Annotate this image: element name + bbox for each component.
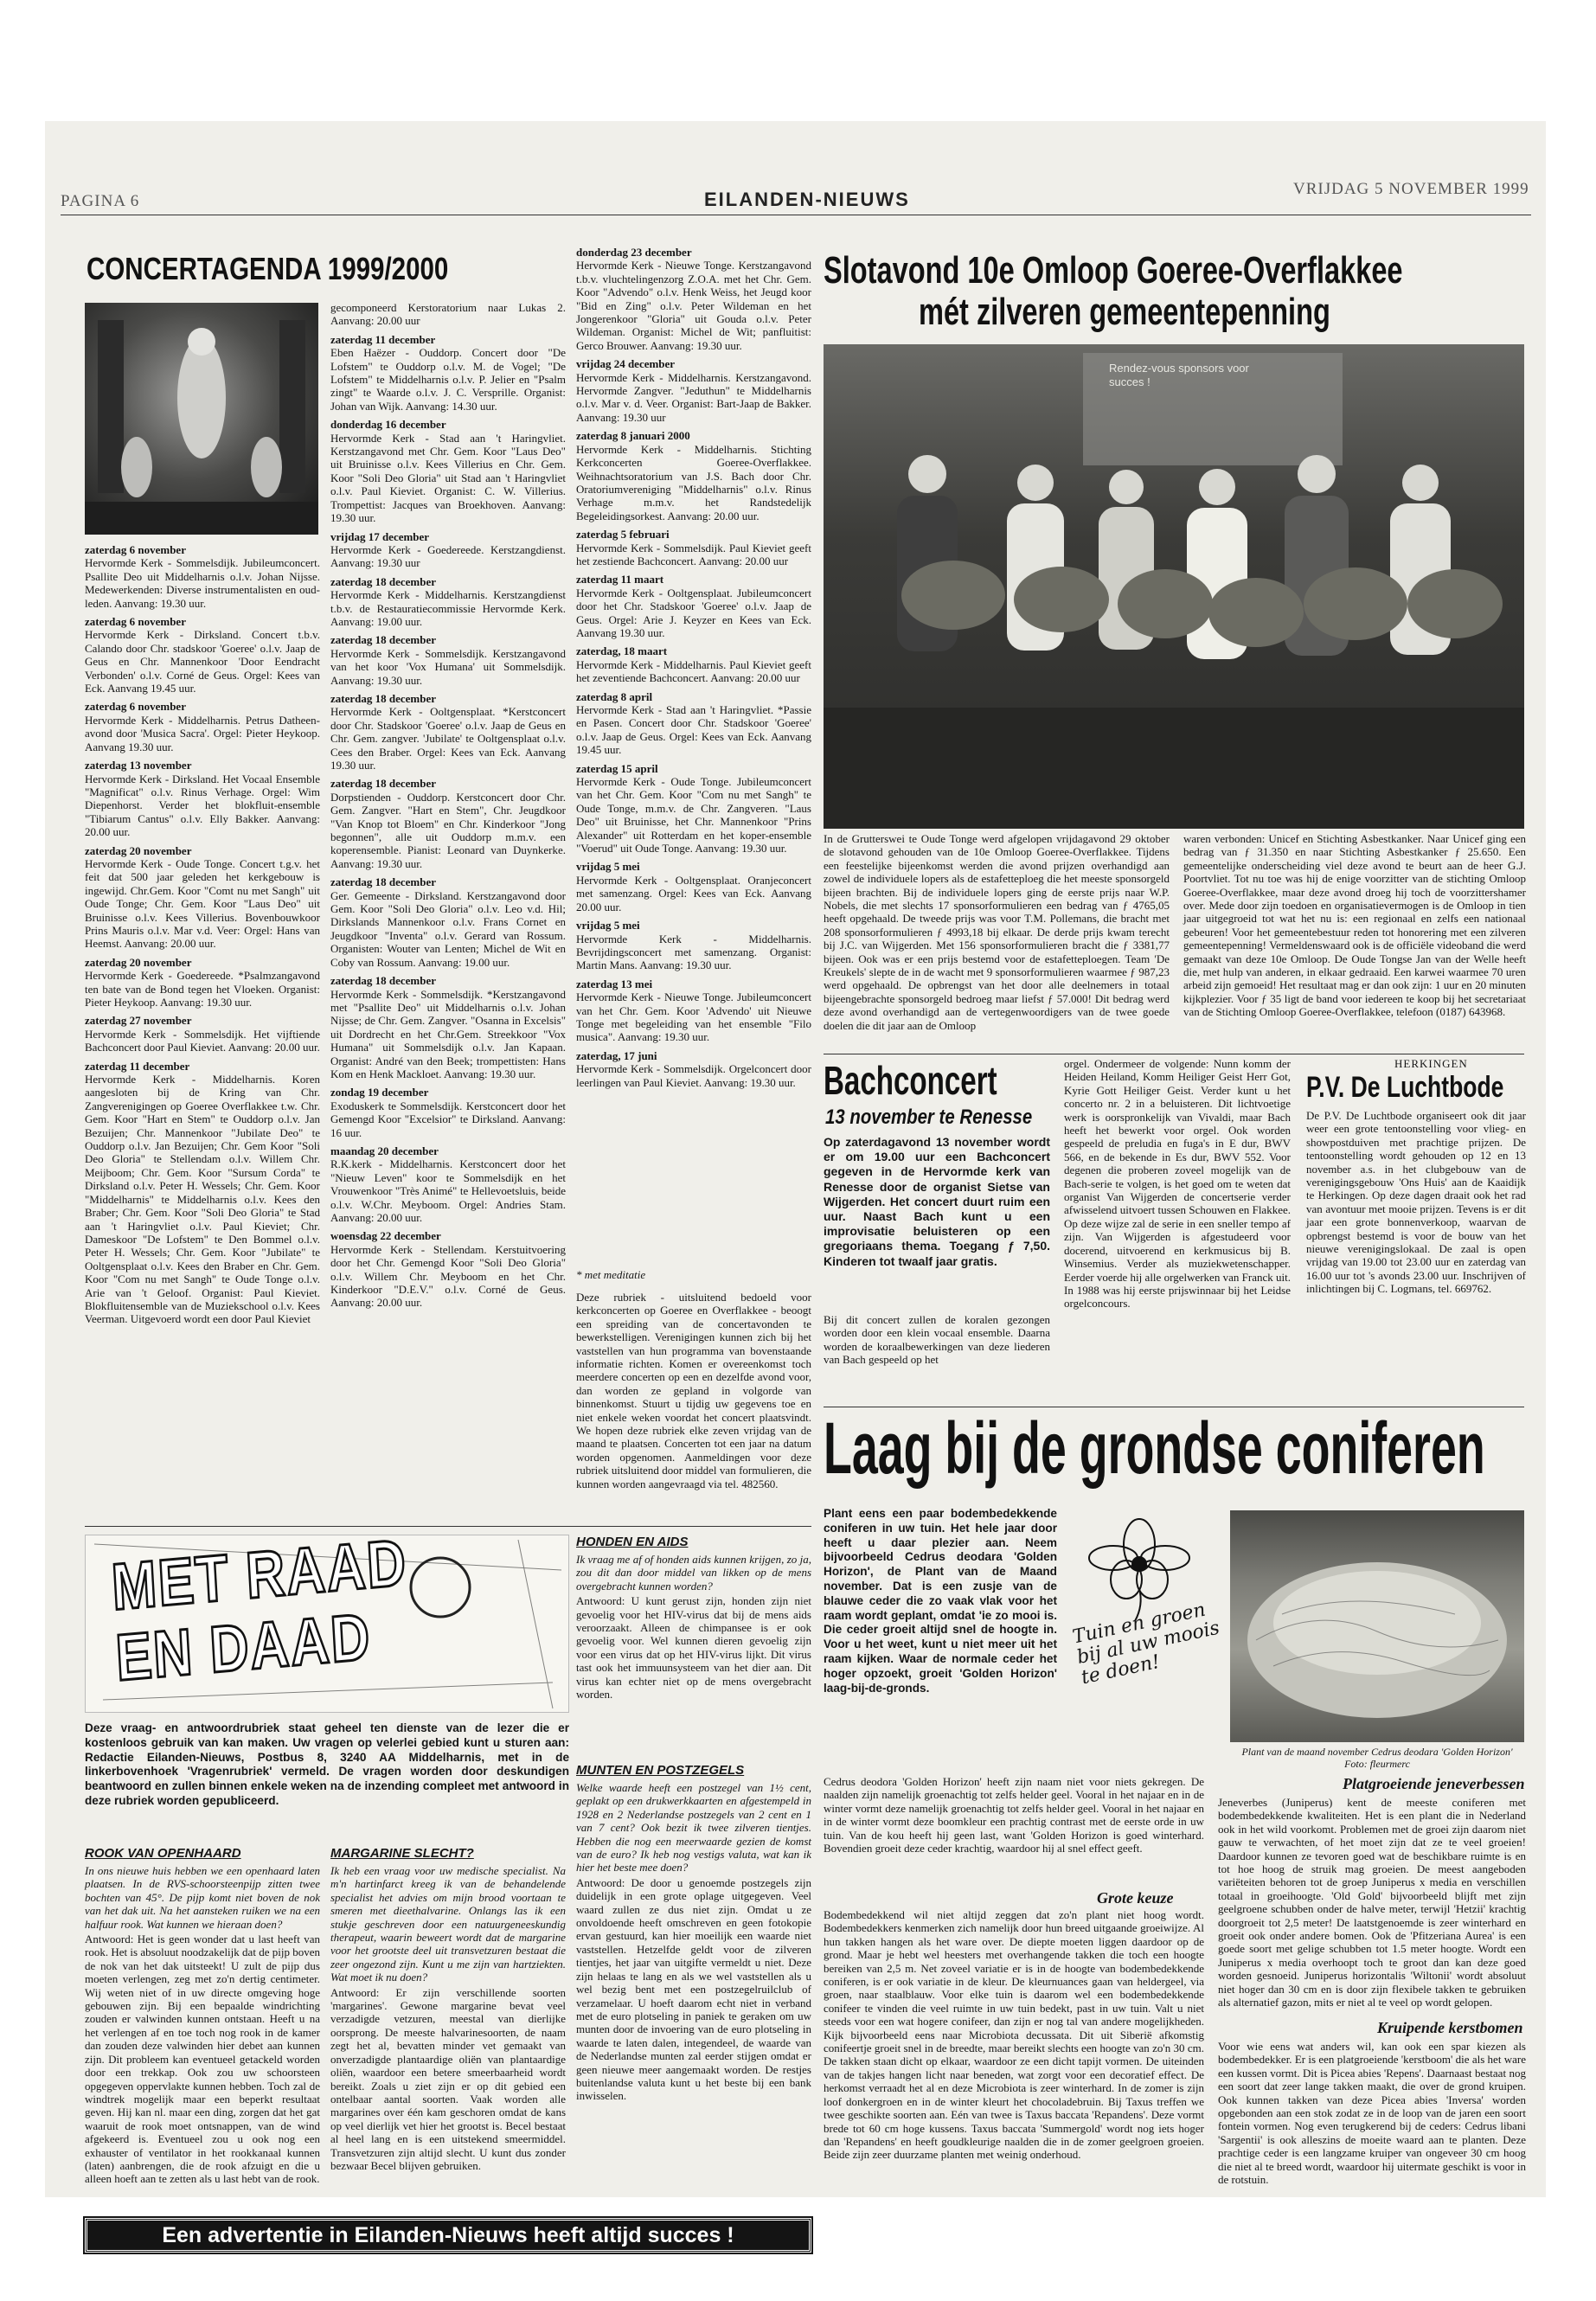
raad-item-rook (85, 1846, 320, 2213)
agenda-entry-date: zaterdag 11 december (330, 332, 436, 346)
agenda-entry (85, 1060, 320, 1326)
agenda-entry-text: Hervormde Kerk - Dirksland. Het Vocaal Ensemble "Magnificat" o.l.v. Rinus Verhage. Orgel: Wim Diepenhorst. Verder het blokfluit-ensemble "Tibiarum Cantus" o.l.v. Elly Bakker. Aanvang: 20.00 uur. (85, 772, 320, 839)
agenda-entry-date: zaterdag 20 november (85, 955, 192, 969)
agenda-entry (576, 1049, 811, 1089)
agenda-entry (576, 690, 811, 757)
agenda-entry-text: Hervormde Kerk - Middelharnis. Stichting Kerkconcerten Goeree-Overflakkee. Weihnachtsoratorium van J.S. Bach door Chr. Oratoriumvereniging "Middelharnis" o.l.v. Rinus Verhage m.m.v. het Randstedelijk Begeleidingsorkest. Aanvang: 20.00 uur. (576, 442, 811, 522)
raad-item-answer: Antwoord: Het is geen wonder dat u last heeft van rook. Het is absoluut noodzakelijk dat de pijp boven de nok van het dak uitsteekt! U zult de pijp dus moeten verlengen, zeg met zo'n dertig centimeter. Wij weten niet of in uw directe omgeving hoge gebouwen zijn. Bij een bepaalde windrichting zouden er valwinden kunnen ontstaan. Heeft u na het verlengen af en toe toch nog rook in de kamer dan zouden deze valwinden hier debet aan kunnen zijn. Dit probleem kan eventueel getackeld worden door een trekkap. Ook zou uw schoorsteen opgegeven oppervlakte kunnen hebben. Toch zal de windtrek mogelijk maar een beperkt resultaat geven. Hij kan nl. maar een ding, zorgen dat het gat waaruit de rook moet ontsnappen, van de wind afgekeerd is. Eventueel zou u ook nog een exhauster of ventilator in het rookkanaal kunnen (laten) aanbrengen, die de rook afzuigt en die u alleen hoeft aan te zetten als u last hebt van de rook. (85, 1932, 320, 2186)
agenda-entry-text: Hervormde Kerk - Oude Tonge. Concert t.g.v. het feit dat 500 jaar geleden het kerkgebouw is ingewijd. Chr.Gem. Koor "Comt nu met Sangh" uit Oude Tonge; Chr. Gem. Koor "Laus Deo" uit Bruinisse o.l.v. Kees Villerius. Bovenbouwkoor Prins Mauris o.l.v. Mar v.d. Veer: Orgel: Hans van Heemst. Aanvang: 20.00 uur. (85, 856, 320, 951)
agenda-entry-text: Hervormde Kerk - Middelharnis. Koren aangesloten bij de Kring van Chr. Zangverenigingen op Goeree Overflakkee t.w. Chr. Gem. Koor "Hart en Stem" te Ouddorp o.l.v. Jan Bezuijen; Chr. Mannenkoor "Jubilate Deo" te Ouddorp o.l.v. Jan Bezuijen; Chr. Gem Koor "Soli Deo Gloria" te Stellendam o.l.v. Willem Chr. Meijboom; Chr. Gem. Koor "Sursum Corda" te Dirksland o.l.v. Peter H. Wessels; Chr. Gem. Koor "Middelharnis" te Middelharnis o.l.v. Kees den Braber; Chr. Gem. Koor "Soli Deo Gloria" te Stad aan 't Haringvliet o.l.v. Paul Kieviet; Chr. Dameskoor "De Lofstem" te Den Bommel o.l.v. Peter H. Wessels; Chr. Gem. Koor "Jubilate" te Ooltgensplaat o.l.v. Kees den Braber en Chr. Gem. Koor "Com nu met Sangh" te Oude Tonge o.l.v. Arie van 't Geloof. Organist: Paul Kieviet. Blokfluitensemble van de Muziekschool o.l.v. Kees Veerman. Uitgevoerd wordt een door Paul Kieviet (85, 1073, 320, 1326)
bach-subtitle: 13 november te Renesse (825, 1106, 1033, 1129)
coniferen-lead: Plant eens een paar bodembedekkende coniferen in uw tuin. Het hele jaar door heeft u daar plezier aan. Neem bijvoorbeeld Cedrus deodara 'Golden Horizon', de Plant van de Maand november. Dat is een zusje van de blauwe ceder die zo vaak vlak voor het raam wordt geplant, omdat 'ie zo mooi is. Die ceder groeit altijd snel de hoogte in. Voor u het weet, kunt u niet meer uit het raam kijken. Waar de normale ceder het hoger opzoekt, groeit 'Golden Horizon' laag-bij-de-gronds. (824, 1507, 1057, 1695)
coniferen-body-2: Bodembedekkend wil niet altijd zeggen dat zo'n plant niet hoog wordt. Bodembedekkers kenmerken zich namelijk door hun breed uitgaande groeiwijze. Al hun takken hangen als het ware over. De diepte moeten liggen daardoor op de grond. Maar je hebt wel heesters met overhangende takken die toch een hoogte bereiken van 2,5 m. Net zoveel variatie er is in de hoogte van bodembedekkende coniferen, is er ook variatie in de kleur. De kleurnuances gaan van heldergeel, via groen, naar staalblauw. Voor elke tuin is daarom wel een bodembedekkende conifeer te vinden die veel ruimte in uw tuin bedekt, past in uw tuin. Valt u niet steeds voor een wat hogere conifeer, dan zijn er nog tal van andere mogelijkheden. Kijk bijvoorbeeld eens naar Microbiota decussata. Dit uit Siberië afkomstig conifeertje groeit snel in de breedte, maar bereikt slechts een hoogte van zo'n 30 cm. De takken staan dicht op elkaar, waardoor ze een dicht tapijt vormen. De uiteinden van de takjes hangen licht naar beneden, wat zorgt voor een decoratief effect. De herkomst verraadt het al en deze Microbiota is zeer winterhard. In de zomer is zijn loof donkergroen en in de winter kleurt het chocoladebruin. Bij Taxus treffen we twee geschikte soorten aan. Eén van twee is Taxus baccata 'Repandens'. Deze vormt brede tot 60 cm hoge kussens. Taxus baccata 'Summergold' wordt nog iets hoger dan 'Repandens' en heeft goudkleurige naalden die in de zomer geelgroen groeien. Beide zijn zeer duurzame planten met weinig onderhoud. (824, 1908, 1204, 2162)
agenda-entry-text: Dorpstienden - Ouddorp. Kerstconcert door Chr. Gem. Zangver. "Hart en Stem", Chr. Jeugdkoor "Van Knop tot Bloem" en Chr. Kinderkoor "Jong begonnen", alle uit Ouddorp m.m.v. een koperensemble. Pianist: Leonard van Duynkerke. Aanvang: 19.30 uur. (330, 790, 566, 870)
agenda-entry-date: zaterdag 27 november (85, 1014, 192, 1028)
agenda-entry (330, 974, 566, 1080)
agenda-entry-date: zaterdag 13 november (85, 759, 192, 772)
agenda-entry (330, 301, 566, 328)
agenda-entry-date: zaterdag 5 februari (576, 528, 670, 542)
organ-statue-image (85, 303, 318, 535)
agenda-entry (576, 977, 811, 1044)
bach-body-1: Bij dit concert zullen de koralen gezongen worden door een klein vocaal ensemble. Daarna worden de koraalbewerkingen van deze liederen van Bach gespeeld op het (824, 1313, 1050, 1367)
advert-text: Een advertentie in Eilanden-Nieuws heeft altijd succes ! (162, 2223, 734, 2247)
agenda-entry-date: zaterdag 18 december (330, 875, 437, 889)
agenda-entry (576, 357, 811, 424)
agenda-entry (85, 1014, 320, 1054)
agenda-entry-text: Hervormde Kerk - Sommelsdijk. Paul Kieviet geeft het zestiende Bachconcert. Aanvang: 20.00 uur (576, 541, 811, 567)
agenda-entry-date: zaterdag 6 november (85, 700, 186, 714)
agenda-entry-text: gecomponeerd Kerstoratorium naar Lukas 2. Aanvang: 20.00 uur (330, 301, 566, 328)
agenda-entry (330, 777, 566, 870)
agenda-entry (330, 1086, 566, 1139)
agenda-entry (576, 644, 811, 684)
luchtbode-place: HERKINGEN (1394, 1057, 1468, 1070)
agenda-entry-text: Hervormde Kerk - Ooltgensplaat. Oranjeconcert met samenzang. Orgel: Kees van Eck. Aanvang 20.00 uur. (576, 873, 811, 913)
conifer-caption: Plant van de maand november Cedrus deodara 'Golden Horizon' Foto: fleurmerc (1241, 1746, 1513, 1770)
agenda-entry-text: Ger. Gemeente - Dirksland. Kerstzangavond door Gem. Koor "Soli Deo Gloria" o.l.v. Leo v.d. Hil; Dirkslands Mannenkoor o.l.v. Frans Cornet en Jeugdkoor "Inventa" o.l.v. Gerard van Rossum. Organisten: Wouter van Lenten; Michel de Wit en Coby van Rossum. Aanvang: 19.00 uur. (330, 888, 566, 969)
coniferen-subhead-kerstbomen: Kruipende kerstbomen (1377, 2019, 1523, 2036)
agenda-entry-text: Hervormde Kerk - Sommelsdijk. Jubileumconcert. Psallite Deo uit Middelharnis o.l.v. Johan Nijsse. Medewerkenden: Diverse instrumentalisten en oud-leden. Aanvang: 19.30 uur. (85, 556, 320, 610)
agenda-entry-text: Hervormde Kerk - Stad aan 't Haringvliet. *Passie en Pasen. Concert door Chr. Stadskoor 'Goeree' o.l.v. Jaap de Geus. Orgel: Kees van Eck. Aanvang 19.45 uur. (576, 703, 811, 757)
agenda-entry-text: Hervormde Kerk - Sommelsdijk. Orgelconcert door leerlingen van Paul Kieviet. Aanvang: 19.30 uur. (576, 1062, 811, 1089)
agenda-entry-text: Hervormde Kerk - Sommelsdijk. Het vijftiende Bachconcert door Paul Kieviet. Aanvang: 20.00 uur. (85, 1027, 320, 1054)
agenda-entry (85, 956, 320, 1009)
coniferen-body-4: Voor wie eens wat anders wil, kan ook een spar kiezen als bodembedekker. Er is een platgroeiende 'kerstboom' die als het ware een kussen vormt. Dit is Picea abies 'Repens'. Daarnaast bestaat nog een soort dat zeer lange takken maakt, die over de grond kruipen. Ook kunnen takken van deze Picea abies 'Inversa' worden opgebonden aan een stok zodat ze in de loop van de jaren een soort fontein vormen. Nog even terugkerend bij de ceders: Cedrus libani 'Sargentii' is ook alleszins de moeite waard aan te planten. Deze prachtige ceder is een langzame kruiper van ongeveer 30 cm hoog die niet al te breed wordt, waardoor hij uitermate geschikt is voor in de rotstuin. (1218, 2040, 1526, 2187)
issue-date: VRIJDAG 5 NOVEMBER 1999 (1293, 180, 1529, 198)
coniferen-subhead-grote-keuze: Grote keuze (1097, 1889, 1174, 1907)
agenda-entry-date: zaterdag 18 december (330, 974, 437, 988)
raad-banner (85, 1525, 569, 1713)
agenda-entry (576, 573, 811, 639)
award-group-image (824, 344, 1524, 829)
agenda-entry-text: Hervormde Kerk - Stad aan 't Haringvliet. Kerstzangavond met Chr. Gem. Koor "Laus Deo" uit Bruinisse o.l.v. Kees Villerius en Chr. Gem. Koor "Soli Deo Gloria" uit Stad aan 't Haringvliet o.l.v. Paul Kieviet. Organist: C. W. Villerius. Trompettist: Jacques van Broekhoven. Aanvang: 19.30 uur. (330, 431, 566, 525)
raad-item-heading: MARGARINE SLECHT? (330, 1846, 474, 1861)
agenda-entry-text: Hervormde Kerk - Dirksland. Concert t.b.v. Calando door Chr. stadskoor 'Goeree' o.l.v. Jaap de Geus en Chr. Mannenkoor 'Door Eendracht Verbonden' o.l.v. Corné de Geus. Orgel: Kees van Eck. Aanvang 19.45 uur. (85, 628, 320, 695)
agenda-entry (576, 762, 811, 856)
agenda-entry (576, 860, 811, 913)
raad-item-answer: Antwoord: Er zijn verschillende soorten 'margarines'. Gewone margarine bevat veel verzadigde vetzuren, meestal van dierlijke oorsprong. De meeste halvarinesoorten, de naam zegt het al, bevatten minder vet gemaakt van onverzadigde plantaardige oliën van plantaardige oliën, waardoor een betere smeerbaarheid wordt bereikt. Zoals u ziet zijn er op dit gebied een ontelbaar aantal soorten. Vaak worden alle margarines over één kam geschoren omdat de kans op veel dierlijk vet hier het grootst is. Becel bestaat al heel lang en is een uitstekend smeermiddel. Transvetzuren zijn altijd slecht. U kunt dus zonder bezwaar Becel blijven gebruiken. (330, 1985, 566, 2172)
agenda-entry-date: zaterdag 8 april (576, 689, 653, 703)
agenda-entry-date: zaterdag, 17 juni (576, 1048, 657, 1062)
agenda-column-1 (85, 538, 320, 1521)
agenda-entry-date: zaterdag 15 april (576, 761, 658, 775)
agenda-entry-date: zaterdag 6 november (85, 615, 186, 629)
agenda-entry-text: Hervormde Kerk - Oude Tonge. Jubileumconcert van het Chr. Gem. Koor "Com nu met Sangh" te Oude Tonge, m.m.v. de Chr. Zangveren. "Laus Deo" uit Bruinisse, het Chr. Mannenkoor "Prins Alexander" uit Rotterdam en het koper-ensemble "Voerud" uit Oude Tonge. Aanvang: 19.30 uur. (576, 775, 811, 856)
agenda-entry-date: woensdag 22 december (330, 1229, 441, 1243)
agenda-entry-date: zaterdag 8 januari 2000 (576, 429, 690, 443)
raad-item-answer: Antwoord: U kunt gerust zijn, honden zijn niet gevoelig voor het HIV-virus dat bij de mens aids veroorzaakt. Alleen de chimpansee is er ook gevoelig voor. Wel kunnen dieren gevoelig zijn voor een virus dat op het HIV-virus lijkt. Dit virus tast ook het immuunsysteem van het dier aan. Dit virus kan echter niet op de mens overgebracht worden. (576, 1594, 811, 1702)
agenda-entry-text: Hervormde Kerk - Stellendam. Kerstuitvoering door het Chr. Gemengd Koor "Soli Deo Gloria" o.l.v. Willem Chr. Meyboom en het Chr. Kinderkoor "D.E.V." o.l.v. Corné de Geus. Aanvang: 20.00 uur. (330, 1242, 566, 1310)
agenda-entry (85, 615, 320, 695)
agenda-entry-date: vrijdag 5 mei (576, 919, 640, 933)
agenda-entry-text: Hervormde Kerk - Ooltgensplaat. *Kerstconcert door Chr. Stadskoor 'Goeree' o.l.v. Jaap de Geus en Chr. Gem. zangver. 'Jubilate' te Ooltgensplaat o.l.v. Cees den Braber. Orgel: Kees van Eck. Aanvang 19.30 uur. (330, 705, 566, 772)
agenda-entry (330, 692, 566, 772)
agenda-entry-date: zaterdag 18 december (330, 574, 437, 588)
agenda-entry (85, 759, 320, 838)
slotavond-subtitle: mét zilveren gemeentepenning (919, 291, 1330, 333)
agenda-entry-text: Hervormde Kerk - Middelharnis. Petrus Datheen-avond door 'Musica Sacra'. Orgel: Pieter Heykoop. Aanvang 19.30 uur. (85, 713, 320, 753)
agenda-entry-text: Exoduskerk te Sommelsdijk. Kerstconcert door het Gemengd Koor "Excelsior" te Dirksland. Aanvang: 16 uur. (330, 1099, 566, 1139)
agenda-entry (576, 429, 811, 522)
raad-item-munten (576, 1763, 811, 2213)
agenda-entry-text: Hervormde Kerk - Middelharnis. Bevrijdingsconcert met samenzang. Organist: Martin Mans. Aanvang: 19.30 uur. (576, 932, 811, 972)
advert-banner (85, 2218, 811, 2253)
agenda-entry-text: R.K.kerk - Middelharnis. Kerstconcert door het "Nieuw Leven" koor te Sommelsdijk en het Vrouwenkoor "Très Animé" te Hellevoetsluis, beide o.l.v. W.Chr. Meyboom. Orgel: Andries Stam. Aanvang: 20.00 uur. (330, 1157, 566, 1224)
coniferen-body-1: Cedrus deodora 'Golden Horizon' heeft zijn naam niet voor niets gekregen. De naalden zijn namelijk groenachtig tot zelfs helder geel. Vooral in het najaar en in de winter vormt deze namelijk groenachtig tot zelfs helder geel. Vooral in het najaar en in de winter vormt deze boomkleur een prachtig contrast met de eerste orde in uw tuin. Van de kou heeft hij geen last, want 'Golden Horizon is goed winterhard. Bovendien groeit deze ceder krachtig, waardoor hij al snel effect geeft. (824, 1775, 1204, 1856)
bach-title: Bachconcert (824, 1058, 997, 1103)
agenda-entry-text: Hervormde Kerk - Middelharnis. Kerstzangdienst t.b.v. de Restauratiecommissie Hervormde Kerk. Aanvang: 19.00 uur. (330, 588, 566, 628)
agenda-entry (330, 418, 566, 524)
agenda-entry (576, 246, 811, 352)
raad-item-heading: MUNTEN EN POSTZEGELS (576, 1763, 745, 1778)
agenda-footnote: * met meditatie (576, 1268, 646, 1281)
agenda-entry-date: zaterdag 6 november (85, 543, 186, 556)
agenda-title: CONCERTAGENDA 1999/2000 (87, 251, 449, 286)
raad-item-heading: ROOK VAN OPENHAARD (85, 1846, 241, 1861)
slotavond-photo (824, 344, 1524, 829)
luchtbode-title: P.V. De Luchtbode (1306, 1071, 1504, 1104)
agenda-entry (330, 530, 566, 570)
bach-body-2: orgel. Ondermeer de volgende: Nunn komm der Heiden Heiland, Komm Heiliger Geist Herr Got, Kyrie Gott Heiliger Geist. Verder kunt u het concerto nr. 2 in a beluisteren. Dit lichtvoetige werk is oorspronkelijk van Vivaldi, maar Bach heeft het bewerkt voor orgel. Ook worden gespeeld de preludia en fuga's in E dur, BWV 566, en de bekende in Es dur, BWV 552. Voor degenen die proberen zoveel mogelijk van de Bach-serie te volgen, is het goed om te weten dat organist Van Wijgerden de concertserie verder afwisselend uitvoert tussen Schouwen en Flakkee. Op deze wijze zal de serie in een sneller tempo af zijn. Van Wijgerden is afgestudeerd voor docerend, uitvoerend en kerkmusicus bij B. Winsemius. Verder als muziekwetenschapper. Eerder voerde hij alle orgelwerken van Franck uit. In 1988 was hij eerste prijswinnaar bij het Leidse orgelconcours. (1064, 1057, 1291, 1311)
raad-item-heading: HONDEN EN AIDS (576, 1535, 689, 1549)
handwritten-slogan: Tuin en groen bij al uw moois te doen! (1070, 1599, 1222, 1689)
agenda-entry (85, 543, 320, 610)
coniferen-title: Laag bij de grondse coniferen (824, 1407, 1485, 1489)
agenda-entry (330, 1229, 566, 1309)
agenda-entry-text: Hervormde Kerk - Middelharnis. Paul Kieviet geeft het zeventiende Bachconcert. Aanvang: 20.00 uur (576, 657, 811, 685)
raad-item-honden (576, 1535, 811, 1754)
agenda-entry-date: zondag 19 december (330, 1086, 429, 1099)
agenda-entry-date: zaterdag 18 december (330, 691, 437, 705)
raad-item-question: In ons nieuwe huis hebben we een openhaard laten plaatsen. In de RVS-schoorsteenpijp zitten twee bochten van 45°. De pijp komt niet boven de nok van het dak uit. Na het aansteken ruiken we na een halfuur rook. Wat kunnen we hieraan doen? (85, 1864, 320, 1931)
organ-photo (85, 303, 318, 535)
agenda-entry-date: zaterdag 18 december (330, 777, 437, 791)
agenda-entry-text: Hervormde Kerk - Nieuwe Tonge. Jubileumconcert van het Chr. Gem. Koor 'Advendo' uit Nieuwe Tonge met begeleiding van het ensemble "Filo musica". Aanvang: 19.30 uur. (576, 990, 811, 1044)
luchtbode-body: De P.V. De Luchtbode organiseert ook dit jaar weer een grote tentoonstelling voor vlieg- en showpostduiven met prachtige prijzen. De tentoonstelling wordt gehouden op 12 en 13 november a.s. in het clubgebouw van de verenigingsgebouw 'Ons Huis' aan de Kaaidijk te Herkingen. Op deze dagen draait ook het rad van avontuur met mooie prijzen. Tevens is er dit jaar een grote bonnenverkoop, waarvan de opbrengst bestemd is voor de bouw van het nieuwe verenigingslokaal. De zaal is open vrijdag van 19.00 tot 23.00 uur en zaterdag van 16.00 uur tot 's avonds 23.00 uur. Inschrijven of inlichtingen bij C. Logmans, tel. 669762. (1306, 1109, 1526, 1296)
agenda-entry-date: vrijdag 24 december (576, 357, 676, 371)
agenda-entry (85, 844, 320, 951)
raad-banner-text: MET RAAD EN DAAD (109, 1525, 409, 1695)
agenda-entry-text: Hervormde Kerk - Goedereede. Kerstzangdienst. Aanvang: 19.30 uur (330, 542, 566, 570)
agenda-entry-text: Eben Haëzer - Ouddorp. Concert door "De Lofstem" te Ouddorp o.l.v. M. de Vogel; "De Lofstem" te Middelharnis o.l.v. P. Jelier en "Psalm zingt" te Waarde o.l.v. J. C. Versprille. Organist: Johan van Wijk. Aanvang: 14.30 uur. (330, 346, 566, 413)
agenda-entry-date: zaterdag 18 december (330, 633, 437, 647)
agenda-entry (330, 1144, 566, 1224)
agenda-entry-text: Hervormde Kerk - Sommelsdijk. *Kerstzangavond met "Psallite Deo" uit Middelharnis o.l.v. Johan Nijsse; de Chr. Gem. Zangver. "Osanna in Excelsis" uit Dordrecht en het Chr.Gem. Streekkoor "Vox Humana" uit Sommelsdijk o.l.v. Jan Kapaan. Organist: André van den Beek; trompettisten: Hans Kom en Henk Mackloet. Aanvang: 19.30 uur. (330, 987, 566, 1080)
agenda-entry (576, 919, 811, 972)
agenda-entry (330, 575, 566, 629)
slotavond-body-2: waren verbonden: Unicef en Stichting Asbestkanker. Naar Unicef ging een bedrag van ƒ 31.350 en naar Stichting Asbestkanker ƒ 25.650. Een gemeentelijke onderscheiding viel deze avond te beurt aan de heer G.J. Poortvliet. Tot nu toe was hij de enige voorzitter van de stichting Omloop Goeree-Overflakkee, maar deze avond droeg hij toch de voorzittershamer over. Mede door zijn toedoen en organisatievermogen is de Omloop in tien jaar uitgegroeid tot wat het nu is: een regionaal en zelfs een nationaal gebeuren! Voor het gemeentebestuur reden tot honorering met een zilveren gemeentepenning! Vermeldenswaard ook is de officiële videoband die werd gemaakt van deze 10e Omloop. De Oude Tongse Jan van der Welle heeft die, met hulp van anderen, in elkaar gedraaid. Een karwei waarmee 70 uren arbeid zijn gemoeid! Het resultaat mag er dan ook zijn: 1 uur en 20 minuten kijkplezier. Voor ƒ 35 ligt de band voor iedereen te koop bij het secretariaat van de Stichting Omloop Goeree-Overflakkee, telefoon (0187) 643968. (1183, 832, 1526, 1019)
agenda-entry-date: vrijdag 17 december (330, 529, 430, 543)
photo-sign-text: Rendez-vous sponsors voor succes ! (1109, 362, 1249, 388)
raad-item-question: Welke waarde heeft een postzegel van 1½ cent, geplakt op een drukwerkkaarten en afgestempeld in 1928 en 2 Nederlandse postzegels van 2 cent en 1 van 7 cent? Ook bezit ik twee zilveren tientjes. Hebben die nog een meerwaarde gezien de komst van de euro? Ik heb nog vestigs valuta, wat kan ik hier het beste mee doen? (576, 1781, 811, 1875)
agenda-entry (330, 875, 566, 969)
masthead: EILANDEN-NIEUWS (704, 189, 910, 210)
agenda-entry-text: Hervormde Kerk - Middelharnis. Kerstzangavond. Hervormde Zangver. "Jeduthun" te Middelharnis o.l.v. Mar v. d. Veer. Organist: Bart-Jaap de Bakker. Aanvang: 19.30 uur (576, 370, 811, 424)
agenda-entry-date: zaterdag 13 mei (576, 977, 653, 990)
agenda-entry (85, 700, 320, 753)
raad-intro: Deze vraag- en antwoordrubriek staat geheel ten dienste van de lezer die er kostenloos gebruik van kan maken. Uw vragen op velerlei gebied kunt u sturen aan: Redactie Eilanden-Nieuws, Postbus 8, 3240 AA Middelharnis, met in de linkerbovenhoek 'Vragenrubriek' vermeld. De vragen worden door deskundigen beantwoord en zullen binnen enkele weken na de inzending compleet met antwoord in deze rubriek worden gepubliceerd. (85, 1721, 569, 1807)
raad-item-question: Ik vraag me af of honden aids kunnen krijgen, zo ja, zou dit dan door middel van likken op de mens overgebracht kunnen worden? (576, 1553, 811, 1593)
agenda-entry (330, 333, 566, 413)
raad-item-margarine (330, 1846, 566, 2213)
bach-lead: Op zaterdagavond 13 november wordt er om 19.00 uur een Bachconcert gegeven in de Hervormde kerk van Renesse door de organist Sietse van Wijgerden. Het concert duurt ruim een uur. Naast Bach kunt u een improvisatie beluisteren op een gregoriaans thema. Toegang ƒ 7,50. Kinderen tot twaalf jaar gratis. (824, 1135, 1050, 1268)
conifer-photo (1230, 1510, 1524, 1742)
agenda-entry-text: Hervormde Kerk - Nieuwe Tonge. Kerstzangavond t.b.v. vluchtelingenzorg Z.O.A. met het Chr. Gem. Koor "Advendo" o.l.v. Henk Weiss, het Jeugd koor "Bid en Zing" o.l.v. Peter Wildeman en het Jongerenkoor "Gloria" uit Gouda o.l.v. Peter Wildeman. Organist: Michel de Wit; panfluitist: Gerco Brouwer. Aanvang: 19.30 uur. (576, 259, 811, 352)
agenda-entry-date: maandag 20 december (330, 1144, 439, 1157)
agenda-entry-date: vrijdag 5 mei (576, 860, 640, 874)
raad-item-answer: Antwoord: De door u genoemde postzegels zijn duidelijk in een grote oplage uitgegeven. Veel waard zullen ze dus niet zijn. Omdat u ze onvoldoende heeft omschreven en geen fotokopie ervan gestuurd, kan hier moeilijk een waarde niet vaststellen. Hetzelfde geldt voor de zilveren tientjes, het jaar van uitgifte vermeldt u niet. Deze zijn helaas te lang en als we wel vaststellen als u wel bezig bent met een postzegelruilclub of verzamelaar. U hoeft daarom echt niet in verband met de euro plotseling in paniek te geraken om uw munten door de invoering van de euro plotseling in waarde te laten dalen, integendeel, de waarde van de Nederlandse munten zal eerder stijgen omdat er geen nieuwe meer aangemaakt worden. De restjes buitenlandse valuta kunt u het beste bij een bank inwisselen. (576, 1875, 811, 2103)
agenda-entry-text: Hervormde Kerk - Goedereede. *Psalmzangavond ten bate van de Bond tegen het Vloeken. Organist: Pieter Heykoop. Aanvang: 19.30 uur. (85, 969, 320, 1009)
agenda-column-3 (576, 240, 811, 1261)
agenda-note: Deze rubriek - uitsluitend bedoeld voor kerkconcerten op Goeree en Overflakkee - beoogt een spreiding van de concertavonden te bewerkstelligen. Verenigingen kunnen zich bij het vaststellen van hun programma van bovenstaande informatie richten. Komen er overeenkomst toch meerdere concerten op een en dezelfde avond voor, dan worden ze gepland in volgorde van binnenkomst. Stuurt u tijdig uw gegevens toe en niet enkele weken voordat het concert plaatsvindt. We hopen deze rubriek elke zeven vrijdag van de maand te plaatsen. Concerten tot een jaar na datum worden opgenomen. Aanmeldingen voor deze rubriek uitsluitend door middel van formulieren, die kunnen worden aangevraagd via tel. 482560. (576, 1291, 811, 1490)
agenda-entry-date: zaterdag 11 december (85, 1059, 190, 1073)
page-number: PAGINA 6 (61, 192, 140, 210)
coniferen-body-3: Jeneverbes (Juniperus) kent de meeste coniferen met bodembedekkende kwaliteiten. Het is een plant die in Nederland ook in het wild voorkomt. Problemen met de groei zijn daarom niet gauw te verwachten, of het moet zijn dat ze te veel groeien! Daardoor kunnen ze tevoren goed wat de beschikbare ruimte is en tot hoe hoog de struik mag groeien. De meest aangeboden variëteiten behoren tot de groep Juniperus x media en verschillen totaal in groeihoogte. 'Old Gold' bijvoorbeeld blijft met zijn geelgroene schubben onder de halve meter, terwijl 'Hetzii' krachtig doorgroeit tot 2,5 meter! De laatstgenoemde is zeer winterhard en groeit ook onder andere bomen. Ook de 'Pfitzeriana Aurea' is een goede soort met gelige schubben tot 1.5 meter hoogte. Wordt een Juniperus x media overhoopt toch te groot dan kan deze goed worden gesnoeid. Juniperus horizontalis 'Wiltonii' wordt absoluut niet hoger dan 30 cm en is door zijn flexibele takken te gebruiken als alternatief gazon, mits er niet al te veel op wordt gelopen. (1218, 1796, 1526, 2009)
agenda-entry-date: zaterdag 20 november (85, 843, 192, 857)
agenda-entry-date: donderdag 23 december (576, 246, 692, 259)
agenda-entry-text: Hervormde Kerk - Sommelsdijk. Kerstzangavond van het koor 'Vox Humana' uit Sommelsdijk. Aanvang: 19.30 uur. (330, 646, 566, 687)
agenda-entry-date: zaterdag, 18 maart (576, 644, 668, 658)
conifer-image (1230, 1510, 1524, 1742)
slotavond-title: Slotavond 10e Omloop Goeree-Overflakkee (824, 249, 1403, 292)
agenda-entry-date: zaterdag 11 maart (576, 573, 664, 586)
newspaper-page (45, 121, 1546, 2247)
agenda-entry (576, 528, 811, 567)
agenda-entry (330, 633, 566, 687)
agenda-column-2 (330, 301, 566, 1521)
raad-item-question: Ik heb een vraag voor uw medische specialist. Na m'n hartinfarct kreeg ik van de behandelende specialist het advies om mijn brood voortaan te smeren met dieethalvarine. Onlangs las ik een stukje geschreven door een natuurgeneeskundig therapeut, waarin beweert wordt dat de margarine voor het grootste deel uit transvetzuren bestaat die zeer ongezond zijn. Kunt u me zijn van hartziekten. Wat moet ik nu doen? (330, 1864, 566, 1984)
agenda-entry-text: Hervormde Kerk - Ooltgensplaat. Jubileumconcert door het Chr. Stadskoor 'Goeree' o.l.v. Jaap de Geus. Orgel: Arie J. Keyzer en Kees van Eck. Aanvang 19.30 uur. (576, 586, 811, 639)
slotavond-body-1: In de Grutterswei te Oude Tonge werd afgelopen vrijdagavond 29 oktober de slotavond gehouden van de 10e Omloop Goeree-Overflakkee. Tijdens een feestelijke bijeenkomst werden die avond prijzen overhandigd aan zowel de individuele lopers als de estafetteploeg die het meeste sponsorgeld bijeen brachten. Bij de individuele lopers ging de eerste prijs naar W.P. Nobels, die met slechts 17 sponsorformulieren een bedrag van ƒ 4765,05 heeft opgehaald. De tweede prijs was voor T.M. Pollemans, die bracht met 208 sponsorformulieren ƒ 4993,18 bij elkaar. De derde prijs kwam terecht bij J.C. van Wijgerden. Met 156 sponsorformulieren bracht die ƒ 3381,77 bijeen. Ook was er een prijs bestemd voor de estafetteploegen. Team 'De Kreukels' slepte de in de wacht met 9 sponsorformulieren waarmee ƒ 987,23 werd opgehaald. De opbrengst van het door alle deelnemers in totaal bijeengebrachte sponsorgeld bedroeg maar liefst ƒ 57.000! Dit bedrag werd deze avond overhandigd aan de vertegenwoordigers van de twee goede doelen die dit jaar aan de Omloop (824, 832, 1170, 1032)
coniferen-subhead-jeneverbessen: Platgroeiende jeneverbessen (1343, 1775, 1525, 1792)
agenda-entry-date: donderdag 16 december (330, 418, 446, 432)
